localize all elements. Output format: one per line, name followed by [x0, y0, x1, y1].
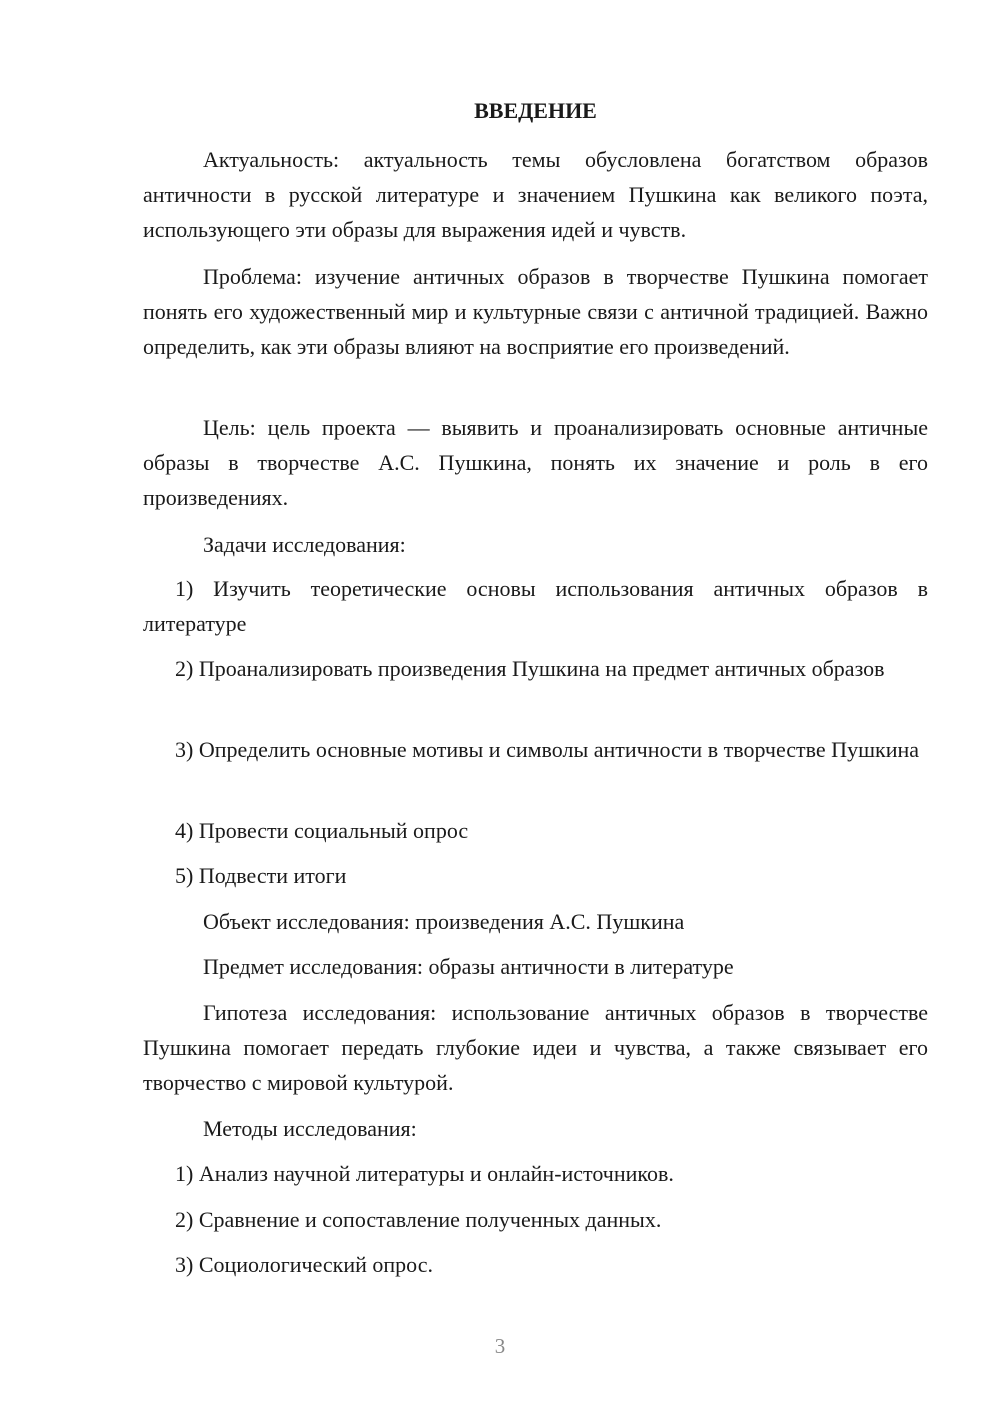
- problem-paragraph: Проблема: изучение античных образов в творчестве Пушкина помогает понять его художественный мир и культурные связи с античной традицией. Важно определить, как эти образы влияют на восприятие его произведений.: [143, 264, 928, 359]
- subject-paragraph: Предмет исследования: образы античности в литературе: [203, 954, 734, 979]
- object-paragraph: Объект исследования: произведения А.С. Пушкина: [203, 909, 685, 934]
- method-item-3: 3) Социологический опрос.: [175, 1252, 433, 1277]
- task-item-3: 3) Определить основные мотивы и символы античности в творчестве Пушкина: [175, 737, 920, 762]
- section-title: ВВЕДЕНИЕ: [474, 98, 597, 123]
- page-number: 3: [494, 1334, 506, 1358]
- hypothesis-paragraph: Гипотеза исследования: использование античных образов в творчестве Пушкина помогает передать глубокие идеи и чувства, а также связывает его творчество с мировой культурой.: [143, 1000, 928, 1095]
- task-item-4: 4) Провести социальный опрос: [175, 818, 469, 843]
- goal-paragraph: Цель: цель проекта — выявить и проанализировать основные античные образы в творчестве А.С. Пушкина, понять их значение и роль в его произведениях.: [143, 415, 928, 510]
- task-item-1: 1) Изучить теоретические основы использования античных образов в литературе: [143, 576, 928, 636]
- method-item-2: 2) Сравнение и сопоставление полученных данных.: [175, 1207, 662, 1232]
- task-item-2: 2) Проанализировать произведения Пушкина на предмет античных образов: [175, 656, 885, 681]
- methods-heading: Методы исследования:: [203, 1116, 417, 1141]
- task-item-5: 5) Подвести итоги: [175, 863, 347, 888]
- relevance-paragraph: Актуальность: актуальность темы обусловлена богатством образов античности в русской литературе и значением Пушкина как великого поэта, использующего эти образы для выражения идей и чувств.: [143, 147, 928, 242]
- tasks-heading: Задачи исследования:: [203, 532, 406, 557]
- method-item-1: 1) Анализ научной литературы и онлайн-источников.: [175, 1161, 674, 1186]
